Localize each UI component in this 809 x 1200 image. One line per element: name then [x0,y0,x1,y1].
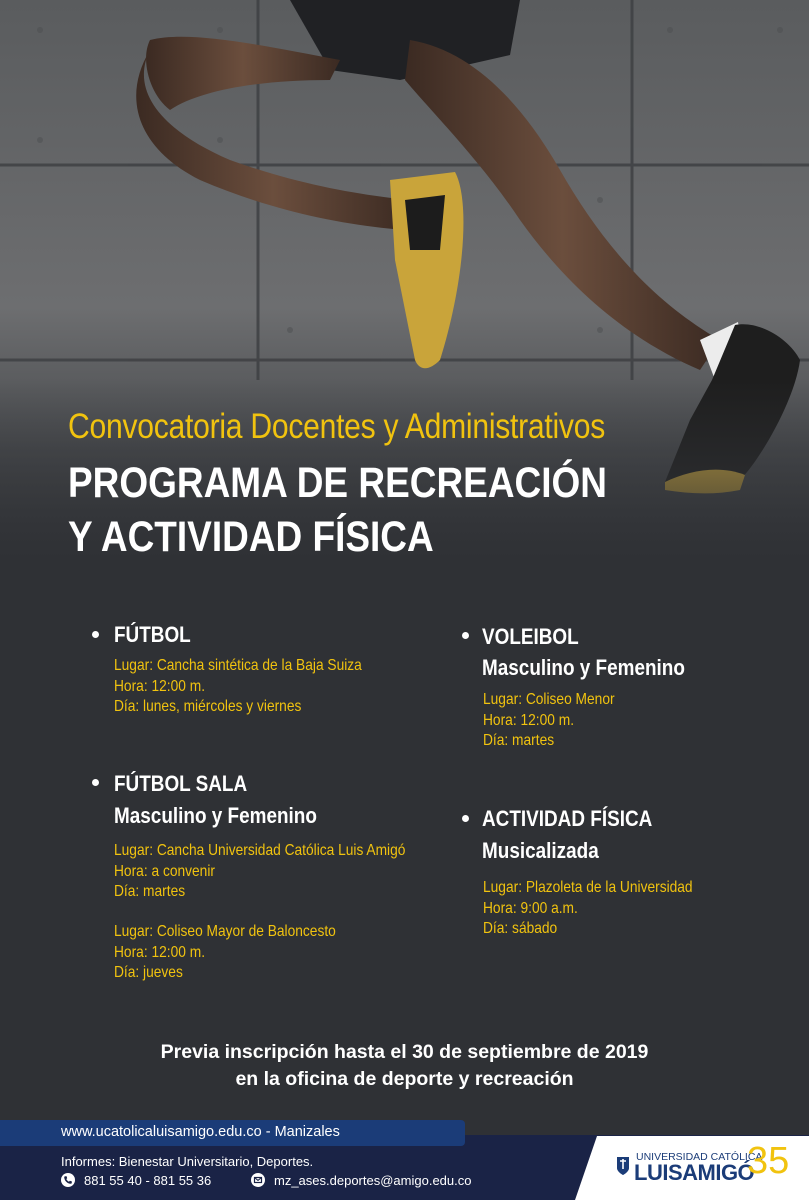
university-shield-icon [616,1156,630,1176]
activity-futbol-sala-name: FÚTBOL SALA [114,771,248,796]
activity-futbol-info [114,656,362,718]
actividad-dia: Día: sábado [483,920,558,937]
futbol-hora: Hora: 12:00 m. [114,677,206,695]
actividad-hora: Hora: 9:00 a.m. [483,899,578,917]
activity-futbol-sala-sub: Masculino y Femenino [114,803,317,828]
bullet-futbol [92,631,99,638]
activity-futbol-name: FÚTBOL [114,622,191,647]
activity-actividad-name: ACTIVIDAD FÍSICA [482,806,653,831]
activity-actividad-info [483,878,693,940]
mail-icon [251,1173,265,1187]
activity-futbol-sala-session-1 [114,841,405,903]
actividad-lugar: Lugar: Plazoleta de la Universidad [483,879,693,896]
phone-icon [61,1173,75,1187]
program-title [68,456,607,564]
futbol-sala-s1-hora: Hora: a convenir [114,862,215,880]
phone-numbers: 881 55 40 - 881 55 36 [84,1173,212,1188]
notice-line-2: en la oficina de deporte y recreación [235,1068,574,1090]
voleibol-dia: Día: martes [483,732,555,749]
informes-text: Informes: Bienestar Universitario, Deportes. [61,1154,314,1169]
futbol-dia: Día: lunes, miércoles y viernes [114,698,302,715]
activity-voleibol-sub: Masculino y Femenino [482,655,685,680]
title-line-2: Y ACTIVIDAD FÍSICA [68,513,434,561]
activity-voleibol-name: VOLEIBOL [482,624,579,649]
futbol-sala-s2-hora: Hora: 12:00 m. [114,943,206,961]
activity-voleibol-info [483,690,615,752]
email-link[interactable]: mz_ases.deportes@amigo.edu.co [274,1173,472,1188]
bullet-voleibol [462,632,469,639]
bullet-actividad [462,815,469,822]
convocatoria-subtitle: Convocatoria Docentes y Administrativos [68,407,606,446]
futbol-sala-s2-lugar: Lugar: Coliseo Mayor de Baloncesto [114,923,336,940]
futbol-lugar: Lugar: Cancha sintética de la Baja Suiza [114,657,362,674]
logo-university-label: UNIVERSIDAD CATÓLICA [636,1151,763,1163]
futbol-sala-s1-lugar: Lugar: Cancha Universidad Católica Luis Amigó [114,842,406,859]
voleibol-lugar: Lugar: Coliseo Menor [483,691,615,708]
bullet-futbol-sala [92,779,99,786]
futbol-sala-s1-dia: Día: martes [114,883,186,900]
logo-luisamigo: LUISAMIGÓ [634,1160,755,1185]
logo-35-years: 35 [747,1140,790,1182]
voleibol-hora: Hora: 12:00 m. [483,711,575,729]
website-link[interactable]: www.ucatolicaluisamigo.edu.co - Manizales [61,1124,340,1140]
activity-actividad-sub: Musicalizada [482,838,599,863]
futbol-sala-s2-dia: Día: jueves [114,964,183,981]
activity-futbol-sala-session-2 [114,922,336,984]
notice-line-1: Previa inscripción hasta el 30 de septiembre de 2019 [160,1041,649,1063]
title-line-1: PROGRAMA DE RECREACIÓN [68,459,607,507]
